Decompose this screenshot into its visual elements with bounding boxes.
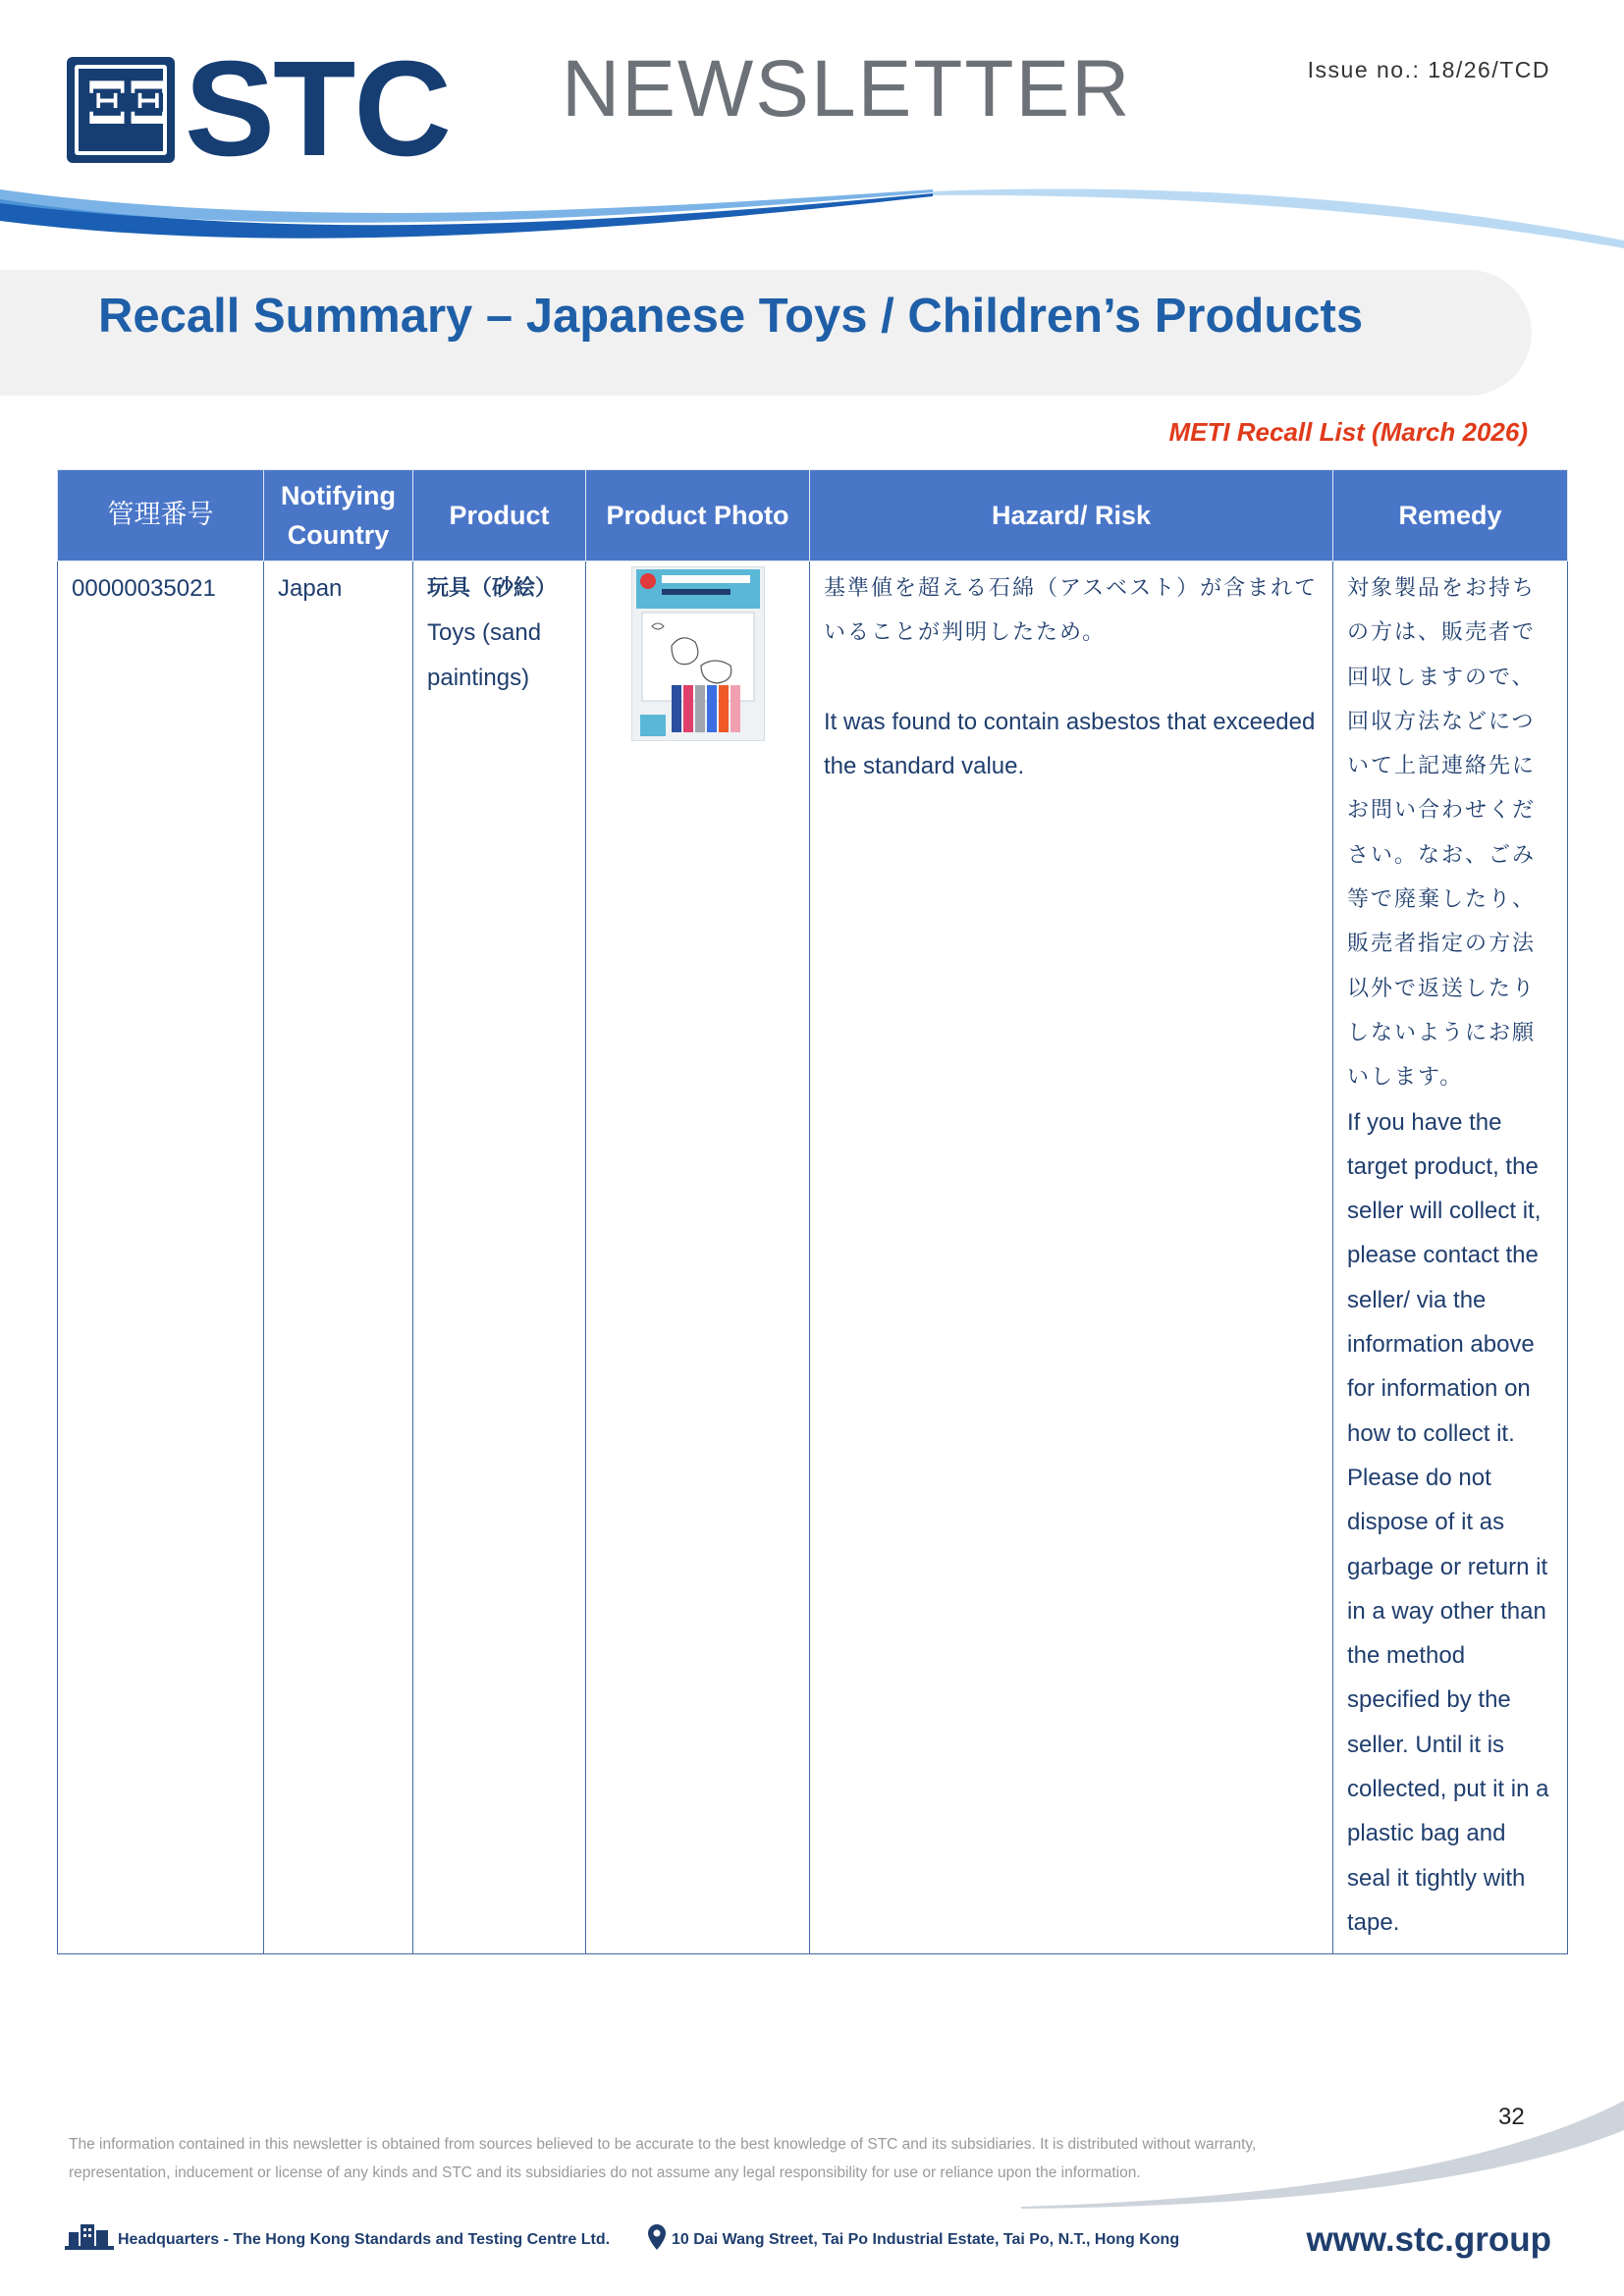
column-header: Product Photo <box>586 470 810 561</box>
issue-number: Issue no.: 18/26/TCD <box>1307 57 1550 82</box>
column-header: 管理番号 <box>58 470 264 561</box>
cell-product <box>413 561 586 1954</box>
cell-country: Japan <box>264 561 413 1954</box>
cell-photo <box>586 561 810 1954</box>
hazard-text-jp: 基準値を超える石綿（アスベスト）が含まれていることが判明したため。 <box>824 576 1319 646</box>
product-photo <box>631 566 765 741</box>
product-name-jp: 玩具（砂絵） <box>427 576 558 601</box>
table-header-row <box>58 470 1568 561</box>
cell-hazard <box>810 561 1333 1954</box>
address-text: 10 Dai Wang Street, Tai Po Industrial Estate, Tai Po, N.T., Hong Kong <box>672 2231 1180 2248</box>
column-header: Remedy <box>1333 470 1568 561</box>
column-header: Hazard/ Risk <box>810 470 1333 561</box>
page-title: Recall Summary – Japanese Toys / Children’s Products <box>98 290 1364 343</box>
disclaimer: The information contained in this newsletter is obtained from sources believed to be accurate to the best knowledge of STC and its subsidiaries. It is distributed without warranty, representation, inducement or license of any kinds and STC and its subsidiaries do not assume any legal responsibility for use or reliance upon the information. <box>69 2136 1257 2181</box>
website-link[interactable]: www.stc.group <box>1306 2220 1551 2259</box>
remedy-text-en: If you have the target product, the seller will collect it, please contact the seller/ via the information above for information on how to collect it. Please do not dispose of it as garbage or return it in a way other than the method specified by the seller. Until it is collected, put it in a plastic bag and seal it tightly with tape. <box>1347 1108 1549 1936</box>
hazard-text-en: It was found to contain asbestos that exceeded the standard value. <box>824 708 1316 779</box>
cell-remedy <box>1333 561 1568 1954</box>
logo-mark: ΞΞ <box>86 70 170 138</box>
header-wave <box>0 182 1624 260</box>
recall-table <box>57 469 1568 1954</box>
newsletter-heading: NEWSLETTER <box>562 44 1132 133</box>
page-number: 32 <box>1498 2104 1525 2130</box>
headquarters-text: Headquarters - The Hong Kong Standards and Testing Centre Ltd. <box>118 2231 611 2248</box>
building-icon <box>65 2220 114 2250</box>
cell-id: 00000035021 <box>58 561 264 1954</box>
stc-logo-icon <box>67 57 175 163</box>
brand-name: STC <box>185 33 450 185</box>
column-header: Product <box>413 470 586 561</box>
table-row <box>58 561 1568 1954</box>
section-subtitle: METI Recall List (March 2026) <box>1168 417 1528 447</box>
sand-painting-kit-image <box>632 567 764 740</box>
column-header: Notifying Country <box>264 470 413 561</box>
location-pin-icon <box>648 2224 666 2250</box>
remedy-text-jp: 対象製品をお持ちの方は、販売者で回収しますので、回収方法などについて上記連絡先にお問い合わせください。なお、ごみ等で廃棄したり、販売者指定の方法以外で返送したりしないようにお願いします。 <box>1347 576 1537 1091</box>
product-name-en: Toys (sand paintings) <box>427 619 542 691</box>
